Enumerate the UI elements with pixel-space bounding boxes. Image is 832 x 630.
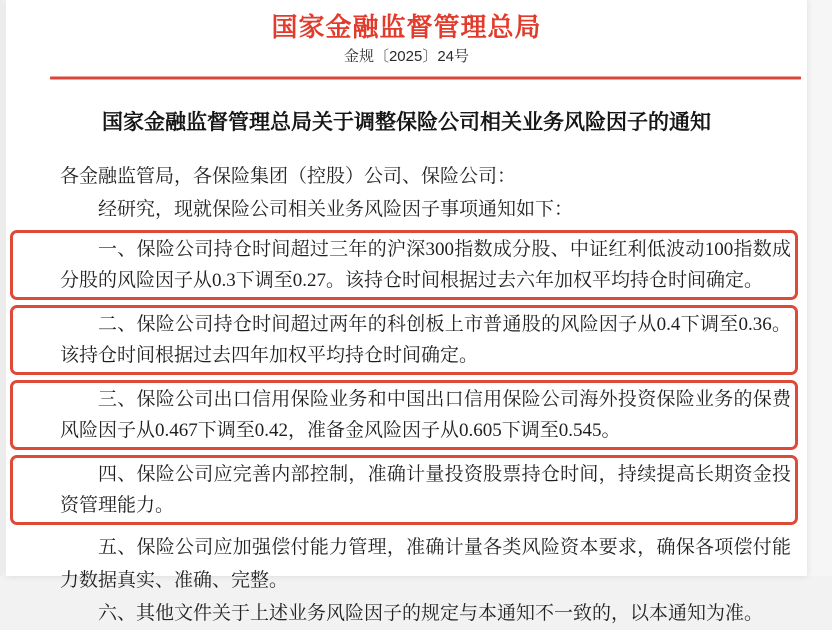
item-5-paragraph: 五、保险公司应加强偿付能力管理，准确计量各类风险资本要求，确保各项偿付能力数据真实、准确、完整。 [60, 537, 791, 591]
item-2-highlight-box: 二、保险公司持仓时间超过两年的科创板上市普通股的风险因子从0.4下调至0.36。该持仓时间根据过去四年加权平均持仓时间确定。 [10, 305, 798, 375]
issuing-agency-header: 国家金融监督管理总局 [271, 12, 542, 42]
salutation-line: 各金融监管局，各保险集团（控股）公司、保险公司： [60, 166, 517, 187]
item-3-highlight-box: 三、保险公司出口信用保险业务和中国出口信用保险公司海外投资保险业务的保费风险因子从0.467下调至0.42，准备金风险因子从0.605下调至0.545。 [10, 380, 798, 450]
document-number: 金规〔2025〕24号 [343, 48, 470, 65]
document-body [6, 160, 807, 630]
intro-paragraph: 经研究，现就保险公司相关业务风险因子事项通知如下： [98, 199, 574, 220]
item-6-paragraph: 六、其他文件关于上述业务风险因子的规定与本通知不一致的，以本通知为准。 [98, 603, 764, 624]
document-title: 国家金融监督管理总局关于调整保险公司相关业务风险因子的通知 [102, 111, 711, 134]
red-divider-line [50, 76, 801, 80]
document-page [6, 0, 807, 624]
item-1-highlight-box: 一、保险公司持仓时间超过三年的沪深300指数成分股、中证红利低波动100指数成分股的风险因子从0.3下调至0.27。该持仓时间根据过去六年加权平均持仓时间确定。 [10, 230, 798, 300]
item-4-highlight-box: 四、保险公司应完善内部控制，准确计量投资股票持仓时间，持续提高长期资金投资管理能力。 [10, 455, 798, 525]
